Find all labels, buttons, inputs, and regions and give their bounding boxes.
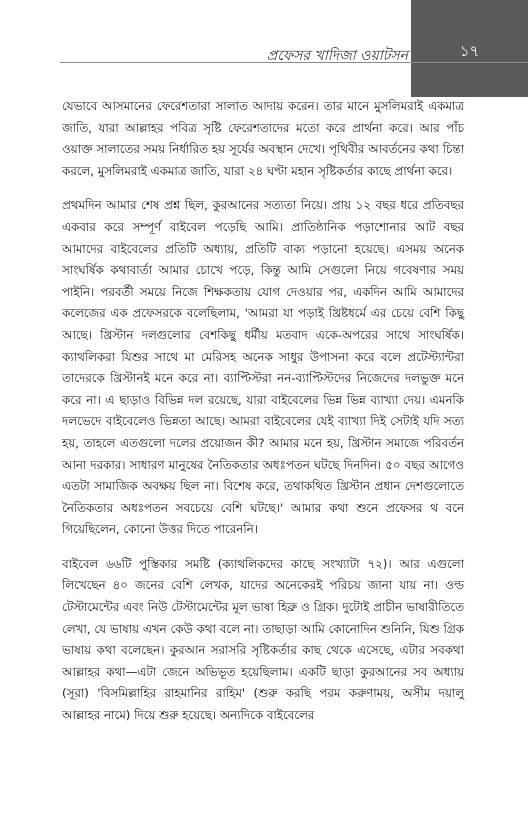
paragraph: প্রথমদিন আমার শেষ প্রশ্ন ছিল, কুরআনের সত্যতা নিয়ে। প্রায় ১২ বছর ধরে প্রতিবছর একবার করে সম্পূর্ণ বাইবেল পড়েছি আমি। প্রাতিষ্ঠানিক পড়াশোনার আট বছর আমাদের বাইবেলের প্রতিটি অধ্যায়, প্রতিটি বাক্য পড়ানো হয়েছে। এসময় অনেক সাংঘর্ষিক কথাবার্তা আমার চোখে পড়ে, কিন্তু আমি সেগুলো নিয়ে গবেষণার সময় পাইনি। পরবর্তী সময়ে নিজে শিক্ষকতায় যোগ দেওয়ার পর, একদিন আমি আমাদের কলেজের এক প্রফেসরকে বলেছিলাম, 'আমরা যা পড়াই খ্রিষ্টধর্মে এর চেয়ে বেশি কিছু আছে। খ্রিস্টান দলগুলোর বেশকিছু ধর্মীয় মতবাদ একে-অপরের সাথে সাংঘর্ষিক। ক্যাথলিকরা যিশুর সাথে মা মেরিসহ অনেক সাধুর উপাসনা করে বলে প্রটেস্ট্যান্টরা তাদেরকে খ্রিস্টানই মনে করে না। ব্যাপ্টিস্টরা নন-ব্যাপ্টিস্টদের নিজেদের দলভুক্ত মনে করে না। এ ছাড়াও বিভিন্ন দল রয়েছে, যারা বাইবেলের ভিন্ন ভিন্ন ব্যাখ্যা দেয়। এমনকি দলভেদে বাইবেলেও ভিন্নতা আছে। আমরা বাইবেলের যেই ব্যাখ্যা দিই সেটাই যদি সত্য হয়, তাহলে এতগুলো দলের প্রয়োজন কী? আমার মনে হয়, খ্রিস্টান সমাজে পরিবর্তন আনা দরকার। সাধারণ মানুষের নৈতিকতার অধঃপতন ঘটছে দিনদিন। ৫০ বছর আগেও এতটা সামাজিক অবক্ষয় ছিল না। বিশেষ করে, তথাকথিত খ্রিস্টান প্রধান দেশগুলোতে নৈতিকতার অধঃপতন সবচেয়ে বেশি ঘটছে।' আমার কথা শুনে প্রফেসর থ বনে গিয়েছিলেন, কোনো উত্তর দিতে পারেননি।	[62, 198, 464, 537]
header-rule	[60, 62, 528, 63]
page-body	[62, 96, 464, 740]
running-title: প্রফেসর খাদিজা ওয়াটসন	[266, 48, 408, 64]
paragraph: বাইবেল ৬৬টি পুস্তিকার সমষ্টি (ক্যাথলিকদের কাছে সংখ্যাটা ৭২)। আর এগুলো লিখেছেন ৪০ জনের বেশি লেখক, যাদের অনেকেরই পরিচয় জানা যায় না। ওল্ড টেস্টামেন্টের এবং নিউ টেস্টামেন্টের মূল ভাষা হিব্রু ও গ্রিক। দুটোই প্রাচীন ভাষারীতিতে লেখা, যে ভাষায় এখন কেউ কথা বলে না। তাছাড়া আমি কোনোদিন শুনিনি, যিশু গ্রিক ভাষায় কথা বলেছেন। কুরআন সরাসরি সৃষ্টিকর্তার কাছ থেকে এসেছে, এটার সবকথা আল্লাহর কথা—এটা জেনে অভিভূত হয়েছিলাম। একটি ছাড়া কুরআনের সব অধ্যায় (সূরা) 'বিসমিল্লাহির রাহমানির রাহিম' (শুরু করছি পরম করুণাময়, অসীম দয়ালু আল্লাহর নামে) দিয়ে শুরু হয়েছে। অন্যদিকে বাইবেলের	[62, 556, 464, 723]
page-number: ১৭	[459, 42, 480, 60]
page-number-tab	[411, 0, 528, 97]
page-header	[0, 0, 528, 86]
paragraph: যেভাবে আসমানের ফেরেশতারা সালাত আদায় করেন। তার মানে মুসলিমরাই একমাত্র জাতি, যারা আল্লাহর পবিত্র সৃষ্টি ফেরেশতাদের মতো করে প্রার্থনা করে। আর পাঁচ ওয়াক্ত সালাতের সময় নির্ধারিত হয় সূর্যের অবস্থান দেখে। পৃথিবীর আবর্তনের কথা চিন্তা করলে, মুসলিমরাই একমাত্র জাতি, যারা ২৪ ঘণ্টা মহান সৃষ্টিকর্তার কাছে প্রার্থনা করে।	[62, 99, 464, 178]
